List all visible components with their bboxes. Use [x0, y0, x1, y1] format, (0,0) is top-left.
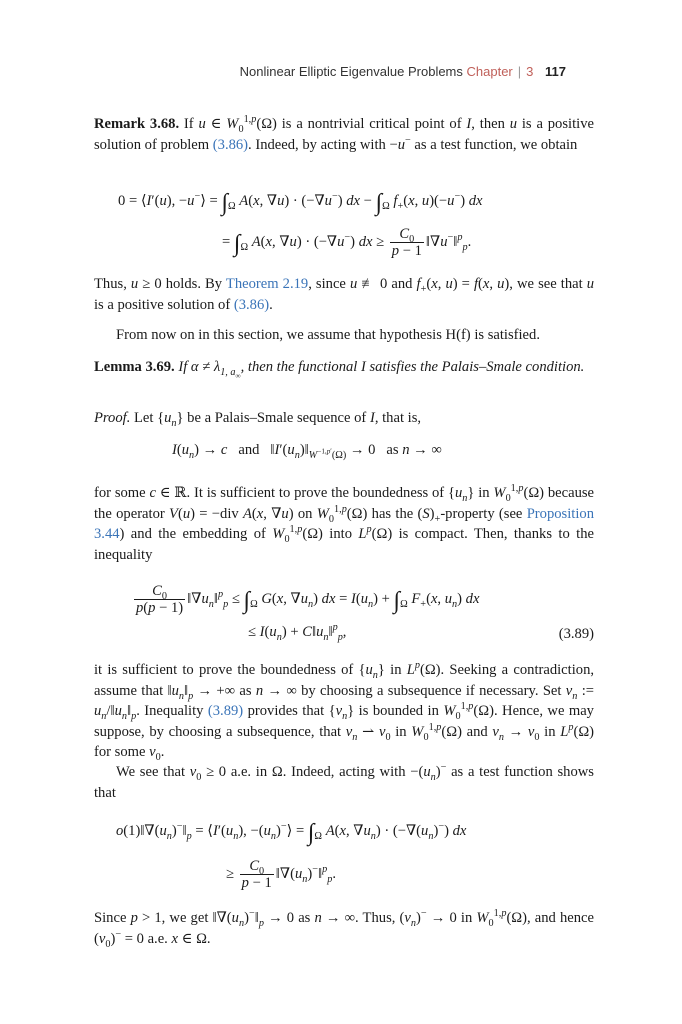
equation-number-3-89: (3.89): [558, 626, 594, 642]
proof-paragraph-3: We see that $v_0 \ge 0$ a.e. in Ω. Indeed, acting with $-(u_n)^-$ as a test function shows that: [94, 762, 594, 801]
lemma-statement: then the functional I satisfies the Palais–Smale condition.: [247, 359, 585, 375]
ref-3-86[interactable]: (3.86): [212, 136, 249, 153]
page-number: 117: [545, 64, 566, 79]
equation-3-89-line-2: ≤ $I(u_n)$ + $C‖u_n‖^p_p$,: [248, 622, 347, 643]
lemma-paragraph: Lemma 3.69. If $\alpha \ne \lambda_{1, a_\infty}$, then the functional I satisfies the Palais–Smale condition.: [94, 359, 585, 380]
header-title: Nonlinear Elliptic Eigenvalue Problems: [239, 64, 463, 79]
remark-paragraph: Remark 3.68. If u ∈ $W_0^{1,p}(\Omega)$ is a nontrivial critical point of I, then u is a positive solution of problem (3.86). Indeed, by acting with −u− as a test function, we obtain: [94, 114, 594, 153]
hypothesis-line: From now on in this section, we assume that hypothesis H(f) is satisfied.: [116, 327, 540, 343]
equation-final-2: ≥ $\frac{C_0}{p - 1}$ $‖\nabla(u_n)^-‖^p_p$.: [226, 858, 336, 891]
remark-label: Remark 3.68.: [94, 116, 180, 132]
running-header: Nonlinear Elliptic Eigenvalue Problems Chapter | 3 117: [239, 64, 566, 79]
equation-remark-1: 0 = ⟨I′(u), −u−⟩ = $\int_\Omega$ A(x, ∇u) · (−∇u−) dx − $\int_\Omega$ $f_+(x$, u)(−u−) dx: [118, 190, 483, 216]
equation-3-89-line-1: $\frac{C_0}{p(p - 1)}$ $‖\nabla u_n‖^p_p \le \int_\Omega$ G(x, $\nabla u_n$) dx = $I(u_n) + \int_\Omega$ $F_+(x$, $u_n$) dx: [136, 583, 480, 616]
lemma-label: Lemma 3.69.: [94, 359, 175, 375]
proof-intro: Proof. Let $\{u_n\}$ be a Palais–Smale sequence of I, that is,: [94, 410, 422, 429]
proof-paragraph-1: for some c ∈ ℝ. It is sufficient to prove the boundedness of $\{u_n\}$ in $W_0^{1,p}(\Omega)$ because the operator V(u) = −div A(x, ∇u) on $W_0^{1,p}(\Omega)$ has the $(S)_+$-property (see Proposition 3.44) and the embedding of $W_0^{1,p}(\Omega)$ into $L^p(\Omega)$ is compact. Then, thanks to the inequality: [94, 483, 595, 563]
remark-conclusion: Thus, u ≥ 0 holds. By Theorem 2.19, since u ≢ 0 and $f_+(x$, u) = f(x, u), we see that u is a positive solution of (3.86).: [94, 276, 595, 313]
ref-3-86-second[interactable]: (3.86): [233, 296, 270, 313]
ref-proposition-3-44[interactable]: Proposition 3.44: [94, 505, 594, 542]
ref-theorem-2-19[interactable]: Theorem 2.19: [225, 276, 309, 292]
equation-final-1: $o(1)‖\nabla(u_n)^-‖_p$ = $⟨I'(u_n)$, $-(u_n)^-⟩ = \int_\Omega$ A(x, $\nabla u_n) \cdot (-\nabla(u_n)^-)$ dx: [116, 820, 467, 846]
ref-3-89[interactable]: (3.89): [207, 703, 244, 719]
header-chapter-number: 3: [526, 64, 534, 79]
proof-paragraph-4: Since p > 1, we get $‖\nabla(u_n)^-‖_p \to 0$ as n → ∞. Thus, $(v_n)^- \to 0$ in $W_0^{1,p}(\Omega)$, and hence $(v_0)^- = 0$ a.e. x ∈ Ω.: [94, 908, 595, 950]
proof-paragraph-2: it is sufficient to prove the boundedness of $\{u_n\}$ in $L^p(\Omega)$. Seeking a contradiction, assume that $‖u_n‖_p$ → +∞ as n → ∞ by choosing a subsequence if necessary. Set $v_n$ := $u_n/‖u_n‖_p$. Inequality (3.89) provides that $\{v_n\}$ is bounded in $W_0^{1,p}(\Omega)$. Hence, we may suppose, by choosing a subsequence, that $v_n$ ⇀ $v_0$ in $W_0^{1,p}(\Omega)$ and $v_n \to v_0$ in $L^p(\Omega)$ for some $v_0$.: [94, 660, 595, 763]
equation-ps-sequence: $I(u_n) \to c$ and $‖I'(u_n)‖_{W^{-1,p'}(\Omega)} \to 0$ as n → ∞: [172, 442, 442, 461]
proof-label: Proof.: [94, 410, 131, 426]
equation-remark-2: = $\int_\Omega$ A(x, ∇u) · (−∇u−) dx ≥ $\frac{C_0}{p - 1}$ ‖∇u−‖$^p_p$.: [222, 226, 472, 259]
header-chapter: Chapter: [466, 64, 513, 79]
